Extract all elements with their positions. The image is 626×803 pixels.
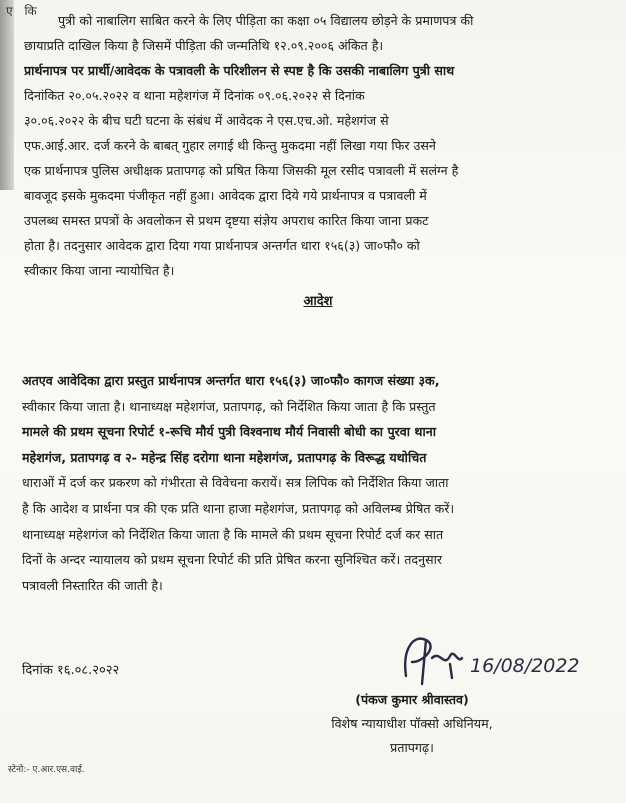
order-line: थानाध्यक्ष महेशगंज को निर्देशित किया जाता है कि मामले की प्रथम सूचना रिपोर्ट दर्ज कर सात [22, 526, 444, 542]
signatory-block [292, 688, 532, 760]
judgment-body [24, 8, 578, 314]
handwritten-date: 16/08/2022 [470, 655, 580, 677]
order-line: मामले की प्रथम सूचना रिपोर्ट १-रूचि मौर्य पुत्री विश्वनाथ मौर्य निवासी बोधी का पुरवा थाना [22, 424, 436, 440]
page-shadow-edge [0, 0, 14, 190]
paragraph-2-line: ३०.०६.२०२२ के बीच घटी घटना के संबंध में आवेदक ने एस.एच.ओ. महेशगंज से [24, 113, 389, 128]
paragraph-2-line: बावजूद इसके मुकदमा पंजीकृत नहीं हुआ। आवेदक द्वारा दिये गये प्रार्थनापत्र व पत्रावली में [24, 188, 427, 203]
steno-note: स्टेनो:- ए.आर.एस.वाई. [8, 765, 85, 775]
order-line: धाराओं में दर्ज कर प्रकरण को गंभीरता से विवेचना करायें। सत्र लिपिक को निर्देशित किया जाता [22, 475, 449, 491]
order-line: स्वीकार किया जाता है। थानाध्यक्ष महेशगंज, प्रतापगढ़, को निर्देशित किया जाता है कि प्रस्तुत [22, 398, 436, 414]
order-body [22, 368, 592, 598]
paragraph-1-line: छायाप्रति दाखिल किया है जिसमें पीड़िता की जन्मतिथि १२.०९.२००६ अंकित है। [24, 38, 384, 53]
order-line: पत्रावली निस्तारित की जाती है। [22, 577, 163, 593]
paragraph-2-line: प्रार्थनापत्र पर प्रार्थी/आवेदक के पत्रावली के परिशीलन से स्पष्ट है कि उसकी नाबालिग पुत्री साथ [24, 63, 455, 78]
paragraph-2-line: दिनांकित २०.०५.२०२२ व थाना महेशगंज में दिनांक ०९.०६.२०२२ से दिनांक [24, 88, 365, 103]
order-line: अतएव आवेदिका द्वारा प्रस्तुत प्रार्थनापत्र अन्तर्गत धारा १५६(३) जा०फौ० कागज संख्या ३क, [22, 373, 440, 388]
order-line: है कि आदेश व प्रार्थना पत्र की एक प्रति थाना हाजा महेशगंज, प्रतापगढ़ को अविलम्ब प्रेषित करें। [22, 500, 455, 516]
paragraph-2-line: एक प्रार्थनापत्र पुलिस अधीक्षक प्रतापगढ़ को प्रषित किया जिसकी मूल रसीद पत्रावली में सलंग्न है [24, 163, 459, 178]
paragraph-2-line: उपलब्ध समस्त प्रपत्रों के अवलोकन से प्रथम दृष्टया संज्ञेय अपराध कारित किया जाना प्रकट [24, 213, 429, 228]
signatory-designation: विशेष न्यायाधीश पॉक्सो अधिनियम, [331, 716, 493, 731]
signatory-name: (पंकज कुमार श्रीवास्तव) [355, 692, 469, 707]
order-heading: आदेश [303, 294, 333, 309]
order-date: दिनांक १६.०८.२०२२ [22, 663, 120, 678]
paragraph-2-line: एफ.आई.आर. दर्ज करने के बाबत् गुहार लगाई थी किन्तु मुकदमा नहीं लिखा गया फिर उसने [24, 138, 436, 153]
signatory-place: प्रतापगढ़। [390, 740, 434, 755]
paragraph-2-line: स्वीकार किया जाना न्यायोचित है। [24, 263, 175, 278]
order-line: महेशगंज, प्रतापगढ़ व २- महेन्द्र सिंह दरोगा थाना महेशगंज, प्रतापगढ़ के विरूद्ध यथोचित [22, 449, 427, 465]
paragraph-1-line: पुत्री को नाबालिग साबित करने के लिए पीड़िता का कक्षा ०५ विद्यालय छोड़ने के प्रमाणपत्र की [58, 13, 474, 28]
handwritten-signature [392, 628, 622, 690]
corner-fragment: ए कि [6, 4, 41, 18]
paragraph-2-line: होता है। तदनुसार आवेदक द्वारा दिया गया प्रार्थनापत्र अन्तर्गत धारा १५६(३) जा०फौ० को [24, 238, 420, 253]
order-line: दिनों के अन्दर न्यायालय को प्रथम सूचना रिपोर्ट की प्रति प्रेषित करना सुनिश्चित करें। तदनुसार [22, 552, 443, 568]
